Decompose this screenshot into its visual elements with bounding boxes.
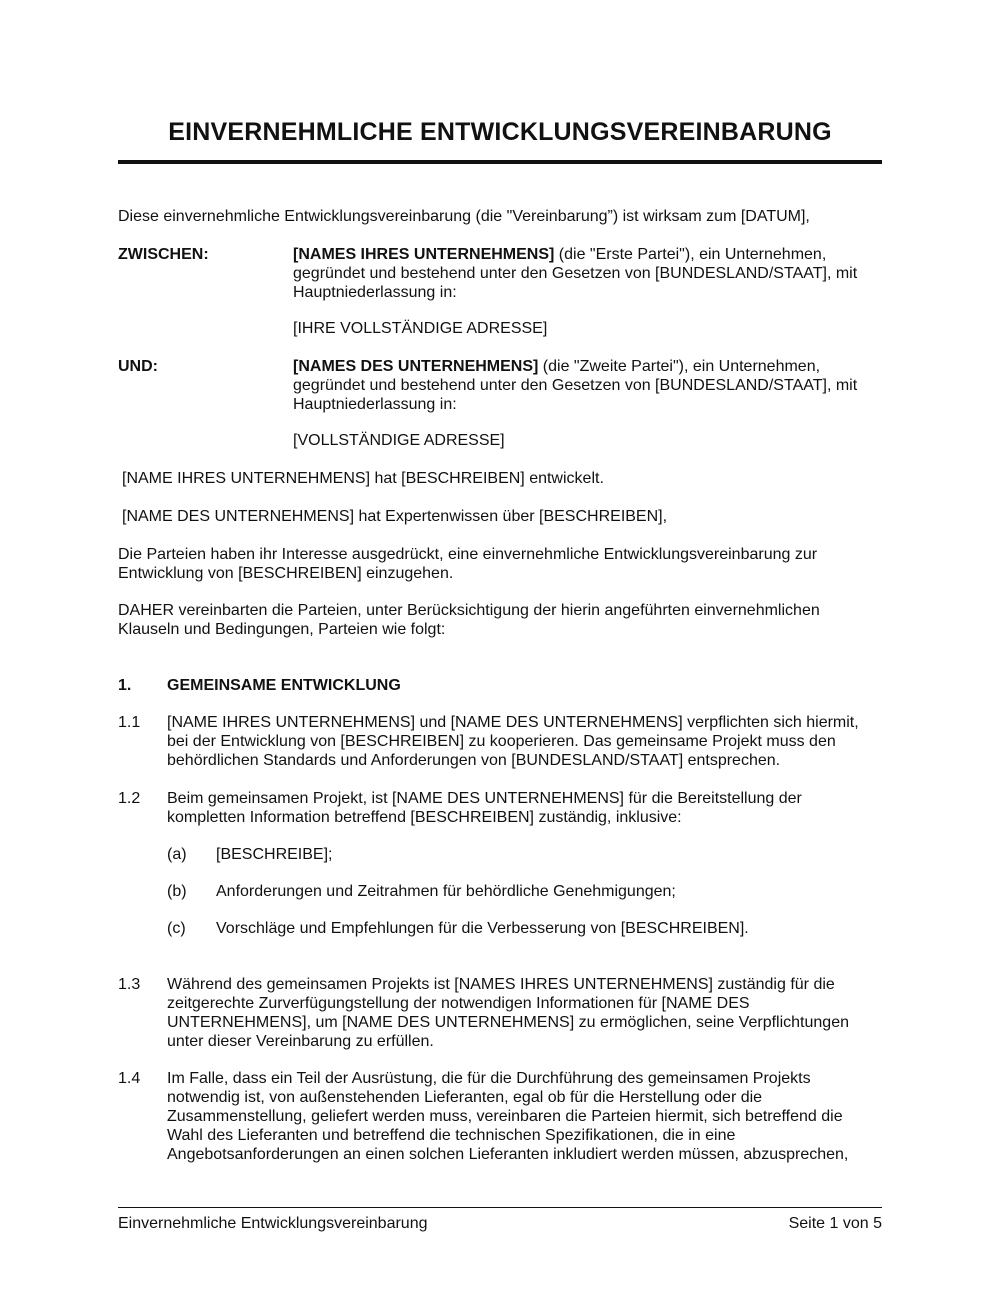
clause-1-4-line2: notwendig ist, von außenstehenden Lieferanten, egal ob für die Herstellung oder die	[167, 1089, 763, 1106]
recital-3-line2: Entwicklung von [BESCHREIBEN] einzugehen.	[118, 565, 454, 582]
party1-address: [IHRE VOLLSTÄNDIGE ADRESSE]	[293, 320, 548, 337]
party1-line2: gegründet und bestehend unter den Gesetzen von [BUNDESLAND/STAAT], mit	[293, 265, 858, 282]
clause-1-2-number: 1.2	[118, 790, 141, 807]
party2-label: UND:	[118, 358, 158, 375]
party2-address: [VOLLSTÄNDIGE ADRESSE]	[293, 432, 505, 449]
list-item-b-label: (b)	[167, 883, 187, 900]
section1-number: 1.	[118, 677, 132, 694]
party2-desc: (die "Zweite Partei"), ein Unternehmen,	[538, 358, 821, 375]
intro-paragraph: Diese einvernehmliche Entwicklungsvereinbarung (die "Vereinbarung”) ist wirksam zum [DATUM],	[118, 208, 810, 225]
party1-name: [NAMES IHRES UNTERNEHMENS]	[293, 246, 555, 263]
recital-1: [NAME IHRES UNTERNEHMENS] hat [BESCHREIBEN] entwickelt.	[122, 470, 604, 487]
clause-1-4-line5: Angebotsanforderungen an einen solchen Lieferanten inkludiert werden müssen, abzusprechen,	[167, 1146, 849, 1163]
clause-1-4-line3: Zusammenstellung, geliefert werden muss, vereinbaren die Parteien hiermit, sich betreffend die	[167, 1108, 843, 1125]
footer-page-number: Seite 1 von 5	[788, 1215, 882, 1232]
list-item-a-label: (a)	[167, 846, 187, 863]
list-item-c-text: Vorschläge und Empfehlungen für die Verbesserung von [BESCHREIBEN].	[216, 920, 749, 937]
party2-line3: Hauptniederlassung in:	[293, 396, 457, 413]
party2-line1	[293, 357, 820, 376]
recital-3-line1: Die Parteien haben ihr Interesse ausgedrückt, eine einvernehmliche Entwicklungsvereinbarung zur	[118, 546, 818, 563]
clause-1-1-line3: behördlichen Standards und Anforderungen von [BUNDESLAND/STAAT] entsprechen.	[167, 752, 781, 769]
footer-divider	[118, 1207, 882, 1208]
recital-4-line2: Klauseln und Bedingungen, Parteien wie folgt:	[118, 621, 446, 638]
list-item-b-text: Anforderungen und Zeitrahmen für behördliche Genehmigungen;	[216, 883, 676, 900]
title-divider	[118, 160, 882, 164]
clause-1-1-line2: bei der Entwicklung von [BESCHREIBEN] zu kooperieren. Das gemeinsame Projekt muss den	[167, 733, 836, 750]
document-title: EINVERNEHMLICHE ENTWICKLUNGSVEREINBARUNG	[168, 118, 832, 146]
recital-4-line1: DAHER vereinbarten die Parteien, unter Berücksichtigung der hierin angeführten einvernehmlichen	[118, 602, 820, 619]
footer-title: Einvernehmliche Entwicklungsvereinbarung	[118, 1215, 428, 1232]
party2-name: [NAMES DES UNTERNEHMENS]	[293, 358, 539, 375]
party2-line2: gegründet und bestehend unter den Gesetzen von [BUNDESLAND/STAAT], mit	[293, 377, 858, 394]
party1-desc: (die "Erste Partei"), ein Unternehmen,	[554, 246, 827, 263]
clause-1-2-line1: Beim gemeinsamen Projekt, ist [NAME DES UNTERNEHMENS] für die Bereitstellung der	[167, 790, 802, 807]
clause-1-4-line4: Wahl des Lieferanten und betreffend die technischen Spezifikationen, die in eine	[167, 1127, 736, 1144]
recital-2: [NAME DES UNTERNEHMENS] hat Expertenwissen über [BESCHREIBEN],	[122, 508, 668, 525]
list-item-c-label: (c)	[167, 920, 186, 937]
clause-1-1-line1: [NAME IHRES UNTERNEHMENS] und [NAME DES UNTERNEHMENS] verpflichten sich hiermit,	[167, 714, 859, 731]
party1-line1	[293, 245, 826, 264]
clause-1-4-line1: Im Falle, dass ein Teil der Ausrüstung, die für die Durchführung des gemeinsamen Projekts	[167, 1070, 811, 1087]
clause-1-2-line2: kompletten Information betreffend [BESCHREIBEN] zuständig, inklusive:	[167, 809, 682, 826]
party1-line3: Hauptniederlassung in:	[293, 284, 457, 301]
party1-label: ZWISCHEN:	[118, 246, 209, 263]
list-item-a-text: [BESCHREIBE];	[216, 846, 333, 863]
clause-1-3-line3: UNTERNEHMENS], um [NAME DES UNTERNEHMENS] zu ermöglichen, seine Verpflichtungen	[167, 1014, 849, 1031]
clause-1-3-number: 1.3	[118, 976, 141, 993]
section1-heading: GEMEINSAME ENTWICKLUNG	[167, 677, 401, 694]
clause-1-4-number: 1.4	[118, 1070, 141, 1087]
clause-1-3-line2: zeitgerechte Zurverfügungstellung der notwendigen Informationen für [NAME DES	[167, 995, 750, 1012]
clause-1-1-number: 1.1	[118, 714, 141, 731]
clause-1-3-line4: unter dieser Vereinbarung zu erfüllen.	[167, 1033, 434, 1050]
clause-1-3-line1: Während des gemeinsamen Projekts ist [NAMES IHRES UNTERNEHMENS] zuständig für die	[167, 976, 835, 993]
